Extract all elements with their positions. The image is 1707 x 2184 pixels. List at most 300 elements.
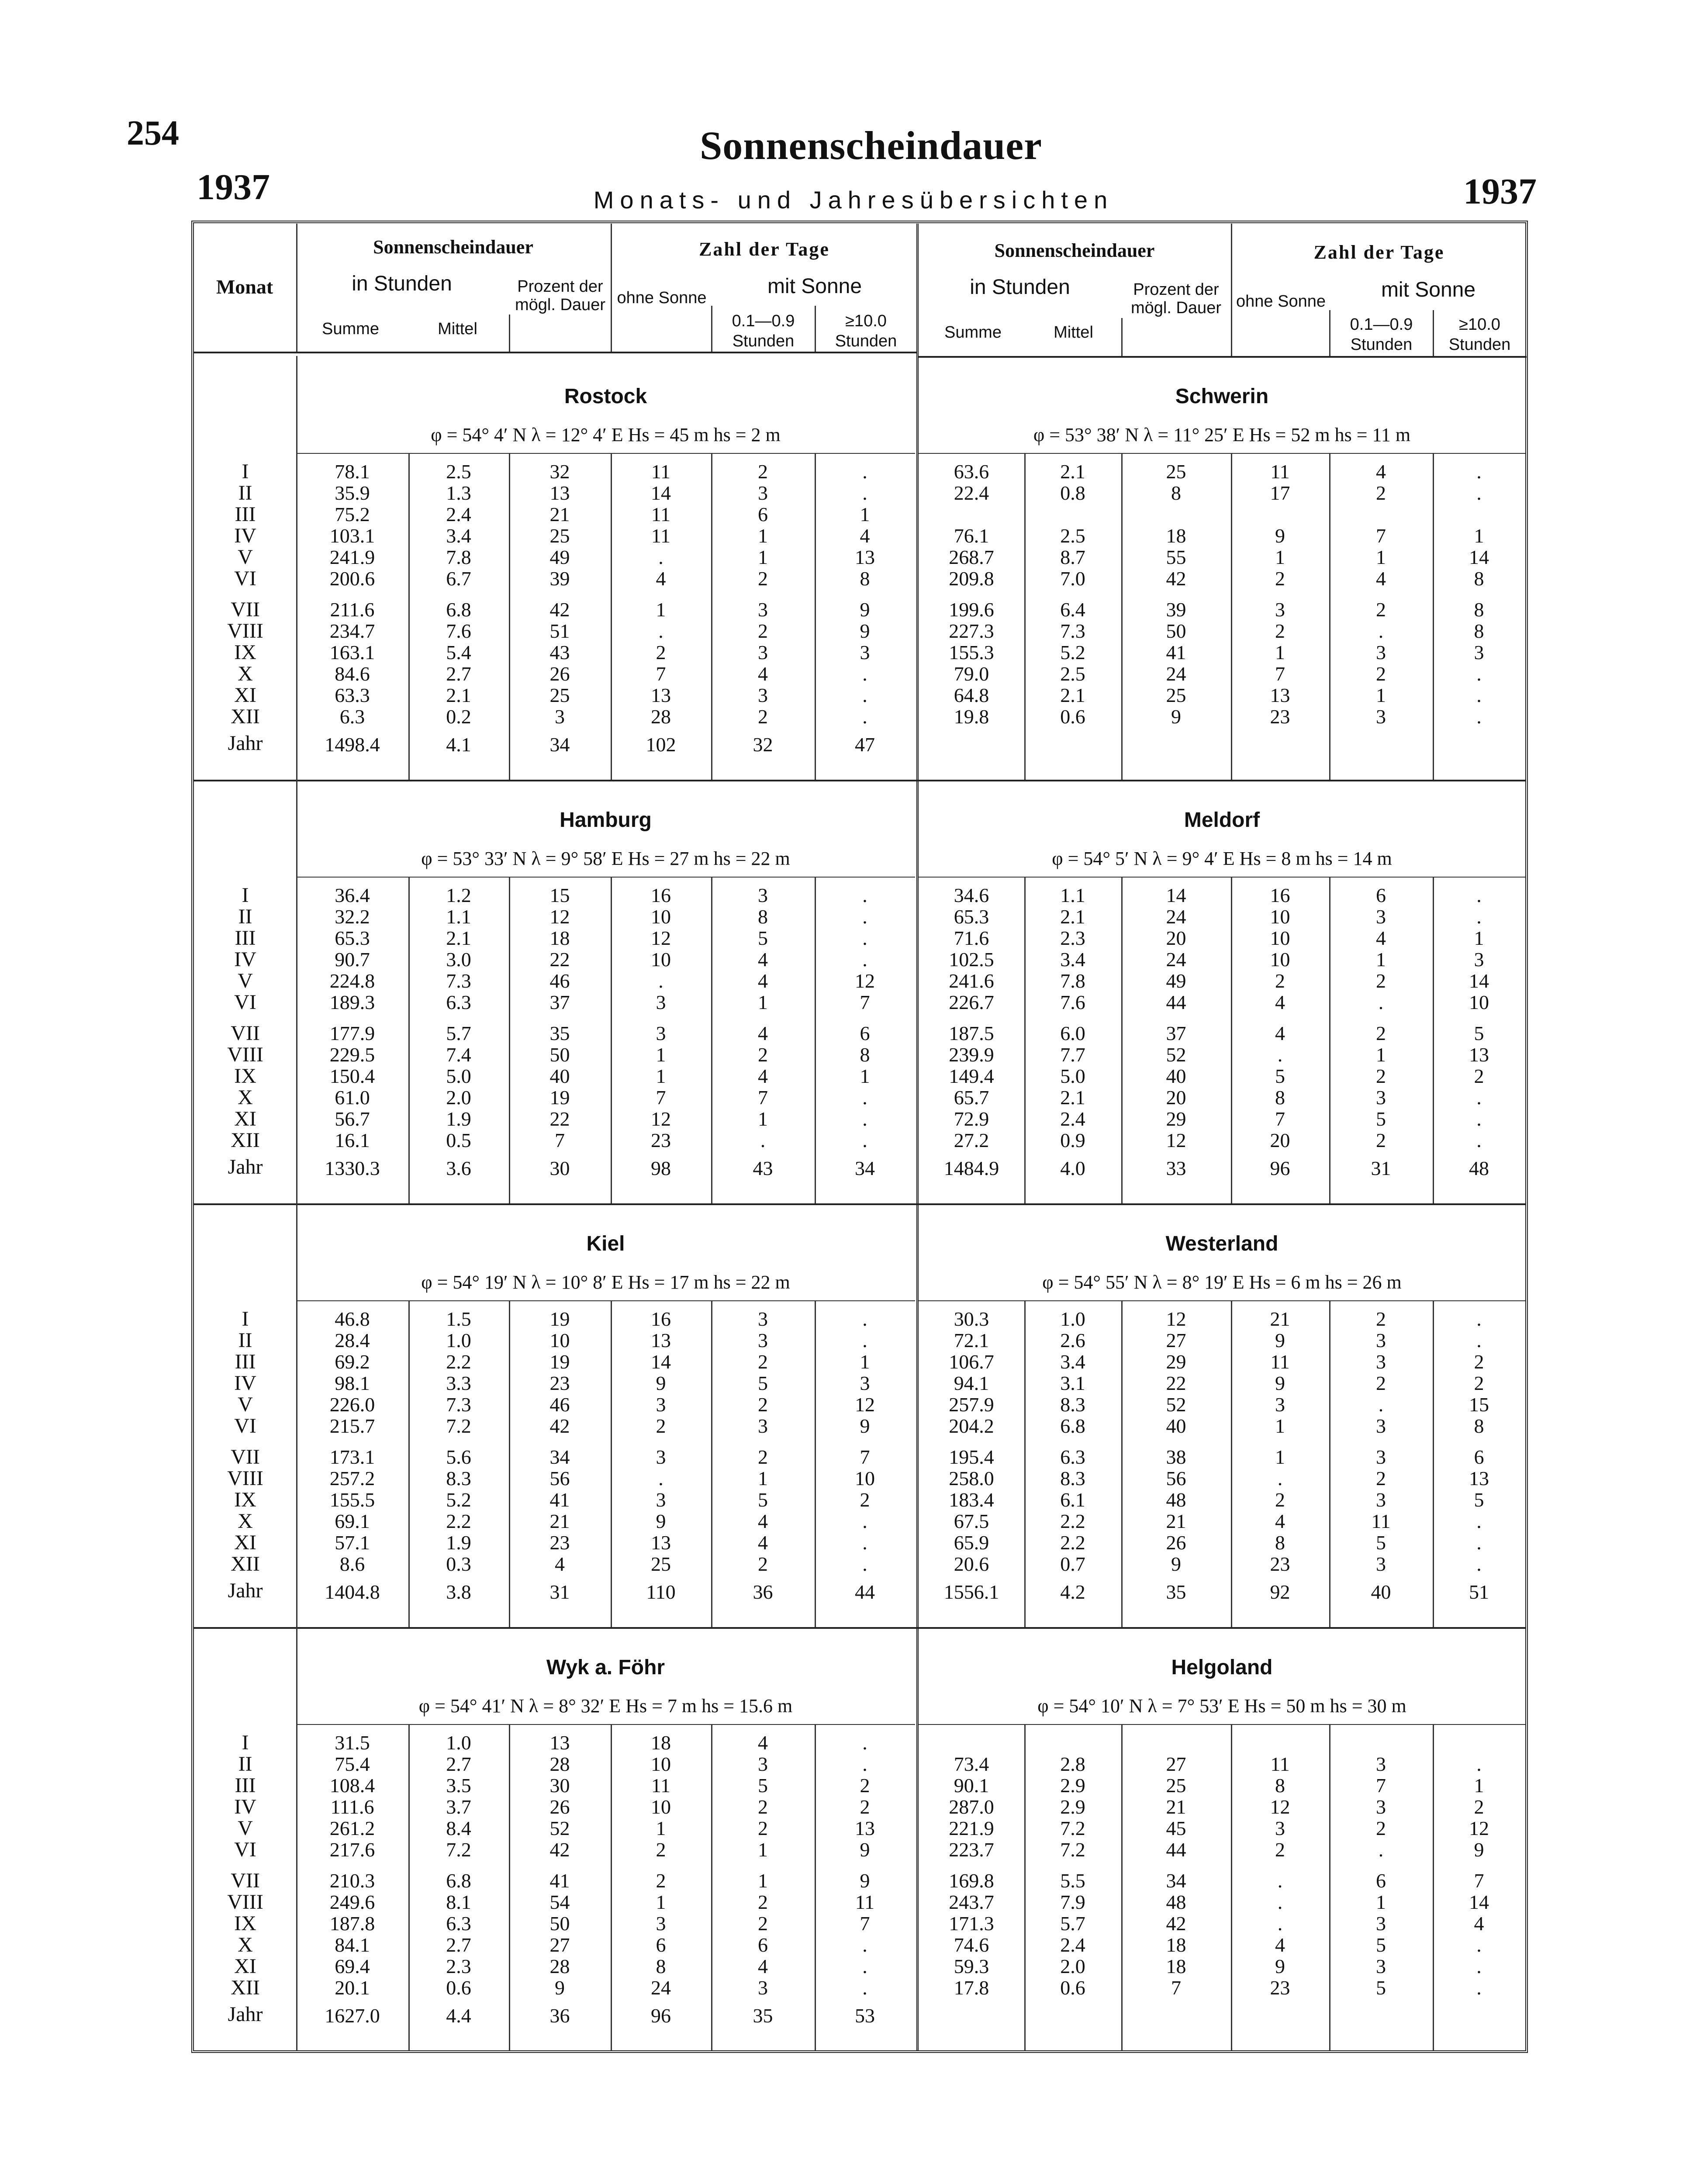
cell-jahr-mittel: 4.0 — [1060, 1157, 1085, 1179]
cell-low: 1 — [1376, 948, 1386, 971]
cell-low: 3 — [1376, 1351, 1386, 1373]
cell-mittel: 6.3 — [446, 1912, 471, 1935]
month-label: XII — [231, 1129, 260, 1152]
month-label: VII — [231, 598, 260, 621]
cell-mittel: 6.8 — [446, 598, 471, 621]
cell-mittel: 1.1 — [1060, 884, 1085, 906]
cell-high: 4 — [860, 525, 870, 547]
month-label: VI — [234, 1838, 256, 1861]
cell-jahr-high: 53 — [855, 2004, 875, 2027]
cell-ohne: 12 — [1270, 1796, 1290, 1818]
cell-prozent: 42 — [549, 1838, 570, 1861]
cell-low: 7 — [758, 1086, 768, 1109]
cell-prozent: 9 — [555, 1977, 565, 1999]
header-zahl-der-tage-right: Zahl der Tage — [1313, 242, 1445, 263]
cell-mittel: 2.4 — [446, 503, 471, 525]
cell-ohne: 28 — [651, 705, 671, 728]
cell-high: . — [1476, 1955, 1482, 1977]
cell-low: . — [1378, 1393, 1384, 1416]
cell-ohne: 10 — [651, 948, 671, 971]
cell-low: 4 — [758, 1022, 768, 1044]
cell-high: 3 — [860, 641, 870, 663]
cell-ohne: 17 — [1270, 482, 1290, 504]
header-summe-left: Summe — [322, 320, 379, 338]
cell-ohne: 11 — [651, 1774, 671, 1797]
header-mit-sonne-right: mit Sonne — [1381, 278, 1476, 301]
cell-prozent: 52 — [1166, 1393, 1186, 1416]
cell-low: 3 — [758, 598, 768, 621]
cell-mittel: 0.3 — [446, 1553, 471, 1575]
cell-low: 3 — [758, 1329, 768, 1351]
cell-jahr-low: 31 — [1371, 1157, 1391, 1179]
cell-low: 3 — [1376, 1329, 1386, 1351]
station-coords: φ = 54° 5′ N λ = 9° 4′ E Hs = 8 m hs = 14 m — [1052, 848, 1392, 869]
cell-jahr-ohne: 110 — [646, 1581, 676, 1603]
cell-ohne: . — [1277, 1912, 1283, 1935]
month-label: VI — [234, 1414, 256, 1438]
cell-summe: 200.6 — [329, 567, 375, 590]
cell-summe: 224.8 — [329, 970, 375, 992]
cell-summe: 258.0 — [949, 1467, 994, 1489]
header-prozent-left: Prozent der mögl. Dauer — [515, 277, 605, 314]
header-zahl-der-tage-left: Zahl der Tage — [699, 238, 830, 260]
cell-high: 9 — [860, 1415, 870, 1437]
coords-rule — [919, 877, 1525, 878]
cell-high: 13 — [855, 546, 875, 568]
cell-ohne: 23 — [651, 1129, 671, 1151]
cell-summe: 35.9 — [335, 482, 370, 504]
cell-prozent: 24 — [1166, 663, 1186, 685]
month-label: XII — [231, 705, 260, 728]
cell-jahr-mittel: 4.2 — [1060, 1581, 1085, 1603]
cell-high: 2 — [860, 1774, 870, 1797]
cell-high: . — [862, 460, 867, 483]
cell-prozent: 46 — [549, 1393, 570, 1416]
cell-mittel: 0.9 — [1060, 1129, 1085, 1151]
month-label: II — [238, 1329, 252, 1352]
cell-ohne: 4 — [1275, 1022, 1285, 1044]
cell-high: . — [862, 1308, 867, 1330]
cell-mittel: 1.3 — [446, 482, 471, 504]
station-name: Wyk a. Föhr — [546, 1656, 665, 1679]
cell-high: . — [862, 1531, 867, 1554]
cell-high: 7 — [860, 991, 870, 1013]
cell-prozent: 14 — [1166, 884, 1186, 906]
cell-prozent: 56 — [1166, 1467, 1186, 1489]
header-range-low-right: 0.1—0.9 Stunden — [1350, 315, 1413, 354]
cell-high: 6 — [860, 1022, 870, 1044]
cell-high: 5 — [1474, 1022, 1484, 1044]
station-coords: φ = 54° 4′ N λ = 12° 4′ E Hs = 45 m hs = 2 m — [431, 424, 781, 446]
cell-prozent: 13 — [549, 1731, 570, 1754]
cell-mittel: 2.9 — [1060, 1774, 1085, 1797]
cell-low: 5 — [1376, 1108, 1386, 1130]
cell-mittel: 7.0 — [1060, 567, 1085, 590]
cell-low: 3 — [1376, 1446, 1386, 1468]
cell-summe: 204.2 — [949, 1415, 994, 1437]
cell-summe: 287.0 — [949, 1796, 994, 1818]
header-sonnenscheindauer-right: Sonnenscheindauer — [994, 240, 1155, 261]
cell-low: 3 — [1376, 641, 1386, 663]
jahr-label: Jahr — [228, 732, 263, 755]
station-name: Rostock — [564, 385, 647, 408]
cell-summe: 72.1 — [954, 1329, 989, 1351]
cell-mittel: 5.6 — [446, 1446, 471, 1468]
cell-mittel: 0.6 — [1060, 1977, 1085, 1999]
month-label: XI — [234, 1955, 256, 1978]
cell-summe: 19.8 — [954, 705, 989, 728]
cell-mittel: 0.6 — [1060, 705, 1085, 728]
cell-high: 2 — [1474, 1351, 1484, 1373]
cell-jahr-prozent: 36 — [549, 2004, 570, 2027]
cell-summe: 6.3 — [339, 705, 365, 728]
cell-prozent: 24 — [1166, 948, 1186, 971]
block-separator — [193, 1203, 1525, 1205]
cell-summe: 102.5 — [949, 948, 994, 971]
cell-ohne: 9 — [1275, 525, 1285, 547]
cell-low: 3 — [1376, 1415, 1386, 1437]
cell-prozent: 26 — [549, 663, 570, 685]
cell-summe: 74.6 — [954, 1934, 989, 1956]
cell-summe: 64.8 — [954, 684, 989, 706]
cell-mittel: 1.0 — [446, 1329, 471, 1351]
cell-high: . — [862, 1129, 867, 1151]
jahr-label: Jahr — [228, 1155, 263, 1178]
cell-low: 1 — [758, 1467, 768, 1489]
coords-rule — [919, 453, 1525, 454]
cell-jahr-low: 43 — [753, 1157, 773, 1179]
cell-summe: 78.1 — [335, 460, 370, 483]
cell-prozent: 30 — [549, 1774, 570, 1797]
cell-prozent: 13 — [549, 482, 570, 504]
cell-low: . — [760, 1129, 766, 1151]
cell-high: 12 — [855, 970, 875, 992]
page-subtitle: Monats- und Jahresübersichten — [593, 186, 1114, 214]
cell-high: 10 — [1469, 991, 1489, 1013]
cell-high: 9 — [860, 598, 870, 621]
month-label: XI — [234, 1107, 256, 1130]
cell-jahr-ohne: 92 — [1270, 1581, 1290, 1603]
header-vline — [509, 314, 510, 352]
cell-ohne: 13 — [651, 684, 671, 706]
cell-low: 2 — [758, 1912, 768, 1935]
month-label: VIII — [227, 1467, 263, 1490]
cell-prozent: 54 — [549, 1891, 570, 1913]
header-vline — [1329, 310, 1330, 356]
cell-summe: 108.4 — [329, 1774, 375, 1797]
cell-prozent: 21 — [549, 1510, 570, 1532]
header-ohne-sonne-left: ohne Sonne — [617, 289, 707, 307]
cell-ohne: 10 — [1270, 927, 1290, 949]
cell-summe: 36.4 — [335, 884, 370, 906]
cell-high: 2 — [860, 1489, 870, 1511]
header-monat: Monat — [216, 276, 273, 298]
cell-mittel: 3.4 — [446, 525, 471, 547]
cell-low: 2 — [1376, 482, 1386, 504]
cell-summe: 16.1 — [335, 1129, 370, 1151]
cell-ohne: 6 — [656, 1934, 666, 1956]
cell-prozent: 23 — [549, 1531, 570, 1554]
cell-high: . — [862, 1977, 867, 1999]
cell-low: 2 — [758, 1351, 768, 1373]
cell-mittel: 8.3 — [1060, 1393, 1085, 1416]
cell-ohne: . — [658, 1467, 663, 1489]
cell-high: 13 — [1469, 1467, 1489, 1489]
month-label: XII — [231, 1976, 260, 1999]
cell-mittel: 3.1 — [1060, 1372, 1085, 1394]
cell-mittel: 7.6 — [1060, 991, 1085, 1013]
cell-ohne: 3 — [656, 1022, 666, 1044]
cell-high: 7 — [1474, 1870, 1484, 1892]
cell-high: 14 — [1469, 970, 1489, 992]
cell-high: . — [862, 705, 867, 728]
cell-low: 2 — [1376, 1467, 1386, 1489]
cell-ohne: 3 — [656, 1489, 666, 1511]
cell-summe: 67.5 — [954, 1510, 989, 1532]
cell-mittel: 0.8 — [1060, 482, 1085, 504]
cell-summe: 98.1 — [335, 1372, 370, 1394]
cell-mittel: 7.4 — [446, 1044, 471, 1066]
cell-low: 6 — [1376, 1870, 1386, 1892]
cell-mittel: 3.7 — [446, 1796, 471, 1818]
cell-jahr-summe: 1498.4 — [325, 733, 380, 756]
cell-prozent: 21 — [1166, 1510, 1186, 1532]
cell-high: . — [1476, 1531, 1482, 1554]
cell-high: 10 — [855, 1467, 875, 1489]
coords-rule — [296, 453, 915, 454]
cell-ohne: 20 — [1270, 1129, 1290, 1151]
cell-prozent: 9 — [1171, 705, 1181, 728]
cell-prozent: 19 — [549, 1308, 570, 1330]
cell-high: 14 — [1469, 546, 1489, 568]
cell-summe: 32.2 — [335, 905, 370, 928]
cell-high: 8 — [1474, 567, 1484, 590]
cell-mittel: 6.4 — [1060, 598, 1085, 621]
cell-mittel: 6.8 — [446, 1870, 471, 1892]
year-left: 1937 — [197, 167, 270, 207]
cell-jahr-mittel: 3.6 — [446, 1157, 471, 1179]
cell-mittel: 2.7 — [446, 663, 471, 685]
cell-summe: 57.1 — [335, 1531, 370, 1554]
cell-ohne: 23 — [1270, 705, 1290, 728]
cell-mittel: 7.2 — [446, 1838, 471, 1861]
cell-jahr-high: 47 — [855, 733, 875, 756]
cell-low: 3 — [1376, 1912, 1386, 1935]
cell-low: 2 — [758, 620, 768, 642]
cell-high: 6 — [1474, 1446, 1484, 1468]
cell-jahr-high: 51 — [1469, 1581, 1489, 1603]
cell-ohne: 11 — [1270, 460, 1290, 483]
cell-low: 5 — [758, 1372, 768, 1394]
cell-ohne: 7 — [1275, 1108, 1285, 1130]
cell-mittel: 5.0 — [1060, 1065, 1085, 1087]
cell-mittel: 2.3 — [1060, 927, 1085, 949]
cell-ohne: 11 — [1270, 1753, 1290, 1775]
cell-summe: 223.7 — [949, 1838, 994, 1861]
jahr-label: Jahr — [228, 1579, 263, 1602]
cell-low: 4 — [758, 663, 768, 685]
month-label: VIII — [227, 1043, 263, 1066]
cell-summe: 150.4 — [329, 1065, 375, 1087]
cell-low: 2 — [758, 460, 768, 483]
cell-prozent: 19 — [549, 1351, 570, 1373]
cell-summe: 239.9 — [949, 1044, 994, 1066]
cell-low: 2 — [1376, 663, 1386, 685]
cell-low: 4 — [1376, 567, 1386, 590]
station-name: Helgoland — [1171, 1656, 1273, 1679]
cell-prozent: 7 — [555, 1129, 565, 1151]
cell-summe: 69.2 — [335, 1351, 370, 1373]
cell-summe: 195.4 — [949, 1446, 994, 1468]
cell-mittel: 2.7 — [446, 1934, 471, 1956]
cell-jahr-high: 48 — [1469, 1157, 1489, 1179]
cell-summe: 149.4 — [949, 1065, 994, 1087]
cell-prozent: 18 — [549, 927, 570, 949]
cell-mittel: 0.7 — [1060, 1553, 1085, 1575]
cell-mittel: 8.7 — [1060, 546, 1085, 568]
cell-ohne: 2 — [1275, 1838, 1285, 1861]
header-range-high-right: ≥10.0 Stunden — [1448, 315, 1511, 354]
cell-mittel: 8.3 — [446, 1467, 471, 1489]
cell-high: 15 — [1469, 1393, 1489, 1416]
cell-jahr-ohne: 96 — [651, 2004, 671, 2027]
cell-low: 2 — [758, 1891, 768, 1913]
cell-mittel: 2.1 — [1060, 460, 1085, 483]
cell-low: 3 — [1376, 1489, 1386, 1511]
month-column-rule — [296, 1627, 297, 2051]
cell-ohne: 2 — [1275, 1489, 1285, 1511]
cell-high: . — [1476, 1308, 1482, 1330]
cell-ohne: 3 — [1275, 1393, 1285, 1416]
cell-high: 8 — [1474, 598, 1484, 621]
coords-rule — [296, 1724, 915, 1725]
cell-mittel: 7.3 — [1060, 620, 1085, 642]
cell-prozent: 44 — [1166, 1838, 1186, 1861]
cell-mittel: 6.7 — [446, 567, 471, 590]
cell-mittel: 6.0 — [1060, 1022, 1085, 1044]
month-label: X — [238, 1510, 253, 1533]
station-coords: φ = 53° 33′ N λ = 9° 58′ E Hs = 27 m hs = 22 m — [421, 848, 790, 869]
cell-low: 5 — [758, 1489, 768, 1511]
cell-summe: 76.1 — [954, 525, 989, 547]
cell-high: 8 — [1474, 1415, 1484, 1437]
cell-ohne: 1 — [1275, 546, 1285, 568]
cell-ohne: 9 — [1275, 1372, 1285, 1394]
cell-jahr-summe: 1404.8 — [325, 1581, 380, 1603]
cell-summe: 249.6 — [329, 1891, 375, 1913]
cell-summe: 17.8 — [954, 1977, 989, 1999]
cell-summe: 155.5 — [329, 1489, 375, 1511]
cell-mittel: 8.3 — [1060, 1467, 1085, 1489]
cell-summe: 65.3 — [954, 905, 989, 928]
cell-ohne: 4 — [1275, 991, 1285, 1013]
cell-prozent: 19 — [549, 1086, 570, 1109]
cell-low: 4 — [758, 948, 768, 971]
month-label: I — [242, 460, 249, 483]
cell-summe: 211.6 — [330, 598, 375, 621]
cell-low: 3 — [758, 1308, 768, 1330]
cell-low: 4 — [758, 1731, 768, 1754]
cell-high: 9 — [1474, 1838, 1484, 1861]
month-label: IV — [234, 1795, 256, 1818]
station-coords: φ = 53° 38′ N λ = 11° 25′ E Hs = 52 m hs = 11 m — [1033, 424, 1411, 446]
cell-low: 2 — [758, 1553, 768, 1575]
cell-prozent: 41 — [549, 1489, 570, 1511]
cell-ohne: 10 — [1270, 905, 1290, 928]
cell-low: 1 — [758, 1108, 768, 1130]
cell-ohne: 2 — [1275, 620, 1285, 642]
cell-prozent: 20 — [1166, 1086, 1186, 1109]
cell-ohne: 21 — [1270, 1308, 1290, 1330]
cell-prozent: 3 — [555, 705, 565, 728]
cell-prozent: 25 — [1166, 684, 1186, 706]
cell-summe: 75.2 — [335, 503, 370, 525]
cell-prozent: 15 — [549, 884, 570, 906]
cell-mittel: 0.2 — [446, 705, 471, 728]
cell-low: 2 — [1376, 1065, 1386, 1087]
cell-mittel: 1.5 — [446, 1308, 471, 1330]
cell-prozent: 43 — [549, 641, 570, 663]
cell-mittel: 7.9 — [1060, 1891, 1085, 1913]
cell-ohne: 4 — [1275, 1934, 1285, 1956]
cell-ohne: . — [1277, 1467, 1283, 1489]
cell-prozent: 42 — [549, 598, 570, 621]
cell-ohne: 7 — [656, 1086, 666, 1109]
cell-high: 2 — [1474, 1796, 1484, 1818]
cell-prozent: 22 — [1166, 1372, 1186, 1394]
header-vline — [1121, 318, 1123, 356]
cell-high: 3 — [860, 1372, 870, 1394]
cell-ohne: 2 — [656, 641, 666, 663]
cell-summe: 234.7 — [329, 620, 375, 642]
cell-low: 6 — [1376, 884, 1386, 906]
cell-prozent: 42 — [1166, 567, 1186, 590]
cell-prozent: 38 — [1166, 1446, 1186, 1468]
cell-mittel: 7.2 — [1060, 1817, 1085, 1839]
coords-rule — [296, 1300, 915, 1301]
cell-prozent: 18 — [1166, 1934, 1186, 1956]
cell-summe: 209.8 — [949, 567, 994, 590]
cell-low: 1 — [758, 1870, 768, 1892]
cell-prozent: 56 — [549, 1467, 570, 1489]
cell-low: 2 — [758, 1393, 768, 1416]
station-name: Westerland — [1165, 1232, 1279, 1255]
cell-mittel: 5.2 — [446, 1489, 471, 1511]
cell-ohne: 16 — [651, 884, 671, 906]
cell-jahr-low: 35 — [753, 2004, 773, 2027]
cell-summe: 63.6 — [954, 460, 989, 483]
month-label: II — [238, 481, 252, 505]
month-label: V — [238, 969, 253, 992]
header-prozent-right: Prozent der mögl. Dauer — [1131, 280, 1221, 317]
cell-ohne: 1 — [656, 598, 666, 621]
cell-low: 3 — [758, 684, 768, 706]
month-label: VII — [231, 1022, 260, 1045]
cell-prozent: 7 — [1171, 1977, 1181, 1999]
cell-prozent: 29 — [1166, 1351, 1186, 1373]
cell-prozent: 50 — [1166, 620, 1186, 642]
cell-low: 7 — [1376, 525, 1386, 547]
cell-prozent: 40 — [1166, 1415, 1186, 1437]
cell-jahr-summe: 1627.0 — [325, 2004, 380, 2027]
cell-low: 2 — [758, 1817, 768, 1839]
cell-summe: 163.1 — [329, 641, 375, 663]
month-label: VI — [234, 567, 256, 590]
cell-prozent: 27 — [1166, 1753, 1186, 1775]
cell-high: 1 — [860, 1065, 870, 1087]
header-mittel-right: Mittel — [1054, 323, 1093, 342]
cell-ohne: 1 — [1275, 641, 1285, 663]
